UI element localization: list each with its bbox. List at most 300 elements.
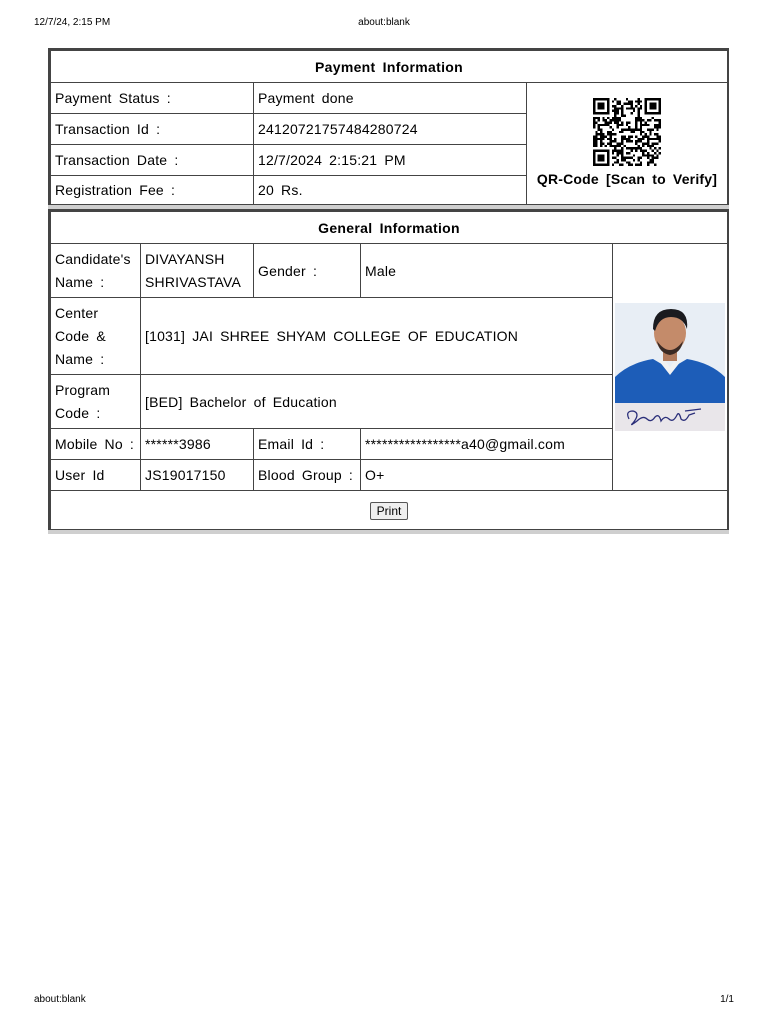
qr-module <box>602 136 604 138</box>
qr-module <box>649 138 651 140</box>
qr-finder-module <box>645 103 647 105</box>
qr-finder-module <box>593 105 595 107</box>
qr-finder-module <box>593 150 595 152</box>
qr-finder-module <box>595 164 597 166</box>
qr-finder-module <box>607 159 609 161</box>
qr-finder-module <box>593 154 595 156</box>
qr-module <box>640 138 642 140</box>
qr-module <box>593 138 595 140</box>
qr-finder-module <box>607 112 609 114</box>
qr-finder-module <box>598 150 600 152</box>
qr-module <box>612 133 614 135</box>
qr-finder-module <box>649 112 651 114</box>
user-id-label: User Id <box>51 460 141 491</box>
qr-module <box>656 119 658 121</box>
qr-module <box>621 128 623 130</box>
qr-module <box>616 112 618 114</box>
candidate-name-value: DIVAYANSH SHRIVASTAVA <box>141 244 254 298</box>
qr-module <box>621 152 623 154</box>
qr-module <box>593 145 595 147</box>
qr-finder-module <box>659 107 661 109</box>
qr-module <box>619 143 621 145</box>
qr-module <box>626 103 628 105</box>
qr-module <box>638 117 640 119</box>
qr-module <box>647 157 649 159</box>
qr-finder-module <box>602 105 604 107</box>
qr-module <box>649 128 651 130</box>
qr-module <box>652 128 654 130</box>
qr-finder-module <box>598 103 600 105</box>
qr-finder-module <box>595 150 597 152</box>
qr-module <box>609 131 611 133</box>
qr-module <box>654 157 656 159</box>
qr-module <box>635 105 637 107</box>
qr-module <box>647 152 649 154</box>
qr-finder-module <box>598 157 600 159</box>
qr-module <box>635 126 637 128</box>
qr-module <box>635 136 637 138</box>
qr-module <box>595 145 597 147</box>
qr-module <box>631 147 633 149</box>
qr-finder-module <box>593 159 595 161</box>
qr-finder-module <box>645 105 647 107</box>
qr-module <box>607 124 609 126</box>
qr-module <box>621 150 623 152</box>
qr-module <box>614 105 616 107</box>
registration-fee-label: Registration Fee : <box>51 176 254 205</box>
footer-url: about:blank <box>34 994 86 1005</box>
transaction-id-label: Transaction Id : <box>51 114 254 145</box>
qr-finder-module <box>607 164 609 166</box>
qr-module <box>631 128 633 130</box>
qr-module <box>626 138 628 140</box>
qr-module <box>609 119 611 121</box>
qr-finder-module <box>654 105 656 107</box>
qr-module <box>616 119 618 121</box>
qr-module <box>631 150 633 152</box>
qr-module <box>619 103 621 105</box>
qr-finder-module <box>652 103 654 105</box>
qr-module <box>640 126 642 128</box>
qr-module <box>647 145 649 147</box>
qr-module <box>616 126 618 128</box>
qr-module <box>593 117 595 119</box>
qr-module <box>623 145 625 147</box>
qr-module <box>593 119 595 121</box>
qr-module <box>621 164 623 166</box>
qr-module <box>609 133 611 135</box>
qr-finder-module <box>602 150 604 152</box>
qr-finder-module <box>607 152 609 154</box>
qr-module <box>638 164 640 166</box>
qr-module <box>654 124 656 126</box>
qr-module <box>593 126 595 128</box>
qr-finder-module <box>652 105 654 107</box>
qr-module <box>633 131 635 133</box>
qr-finder-module <box>652 112 654 114</box>
qr-module <box>628 138 630 140</box>
qr-module <box>647 119 649 121</box>
qr-module <box>628 121 630 123</box>
qr-module <box>635 150 637 152</box>
mobile-value: ******3986 <box>141 429 254 460</box>
qr-module <box>647 138 649 140</box>
qr-module <box>621 105 623 107</box>
qr-module <box>633 110 635 112</box>
qr-module <box>628 128 630 130</box>
qr-module <box>652 145 654 147</box>
qr-module <box>628 161 630 163</box>
qr-finder-module <box>600 159 602 161</box>
browser-print-header <box>0 17 768 31</box>
qr-module <box>612 119 614 121</box>
qr-module <box>612 105 614 107</box>
qr-module <box>614 138 616 140</box>
qr-module <box>642 154 644 156</box>
qr-module <box>600 143 602 145</box>
qr-finder-module <box>645 112 647 114</box>
qr-module <box>656 138 658 140</box>
qr-module <box>595 121 597 123</box>
candidate-name-label: Candidate's Name : <box>51 244 141 298</box>
qr-module <box>659 121 661 123</box>
qr-module <box>607 131 609 133</box>
qr-module <box>616 159 618 161</box>
qr-module <box>631 140 633 142</box>
qr-module <box>638 100 640 102</box>
qr-module <box>647 164 649 166</box>
qr-module <box>631 107 633 109</box>
qr-module <box>621 147 623 149</box>
qr-finder-module <box>593 98 595 100</box>
qr-module <box>609 143 611 145</box>
qr-module <box>640 161 642 163</box>
qr-module <box>656 136 658 138</box>
qr-module <box>621 154 623 156</box>
program-label: Program Code : <box>51 375 141 429</box>
qr-finder-module <box>593 152 595 154</box>
qr-module <box>619 145 621 147</box>
qr-module <box>602 119 604 121</box>
candidate-photo <box>615 303 725 403</box>
qr-module <box>640 147 642 149</box>
qr-module <box>652 161 654 163</box>
qr-module <box>652 138 654 140</box>
qr-module <box>616 143 618 145</box>
qr-module <box>640 121 642 123</box>
qr-finder-module <box>600 107 602 109</box>
qr-finder-module <box>593 103 595 105</box>
qr-module <box>631 100 633 102</box>
qr-module <box>654 152 656 154</box>
qr-finder-module <box>607 157 609 159</box>
qr-module <box>621 136 623 138</box>
print-datetime: 12/7/24, 2:15 PM <box>34 17 111 28</box>
qr-module <box>638 159 640 161</box>
qr-finder-module <box>600 112 602 114</box>
mobile-label: Mobile No : <box>51 429 141 460</box>
qr-module <box>616 150 618 152</box>
qr-finder-module <box>607 150 609 152</box>
qr-module <box>628 140 630 142</box>
qr-finder-module <box>605 112 607 114</box>
qr-module <box>633 154 635 156</box>
transaction-date-label: Transaction Date : <box>51 145 254 176</box>
blood-group-value: O+ <box>361 460 613 491</box>
qr-finder-module <box>602 154 604 156</box>
qr-module <box>602 117 604 119</box>
qr-module <box>645 124 647 126</box>
qr-module <box>640 157 642 159</box>
qr-finder-module <box>645 98 647 100</box>
qr-module <box>628 107 630 109</box>
qr-module <box>621 107 623 109</box>
qr-module <box>640 117 642 119</box>
general-info-panel <box>48 209 729 531</box>
qr-module <box>626 152 628 154</box>
qr-module <box>640 105 642 107</box>
qr-module <box>616 121 618 123</box>
qr-module <box>609 126 611 128</box>
qr-code-image <box>591 98 663 166</box>
qr-finder-module <box>600 105 602 107</box>
qr-module <box>649 154 651 156</box>
qr-module <box>640 164 642 166</box>
qr-finder-module <box>647 98 649 100</box>
qr-module <box>623 136 625 138</box>
panel-bottom-bar <box>48 530 729 534</box>
qr-module <box>595 133 597 135</box>
qr-module <box>631 131 633 133</box>
qr-module <box>621 157 623 159</box>
qr-module <box>605 121 607 123</box>
qr-module <box>598 124 600 126</box>
qr-module <box>633 128 635 130</box>
gender-label: Gender : <box>254 244 361 298</box>
qr-module <box>614 117 616 119</box>
qr-module <box>616 117 618 119</box>
qr-module <box>626 147 628 149</box>
qr-module <box>626 161 628 163</box>
qr-module <box>626 107 628 109</box>
qr-module <box>652 157 654 159</box>
qr-module <box>640 131 642 133</box>
transaction-id-value: 24120721757484280724 <box>254 114 527 145</box>
qr-finder-module <box>656 98 658 100</box>
qr-finder-module <box>654 107 656 109</box>
qr-module <box>635 117 637 119</box>
qr-finder-module <box>659 112 661 114</box>
qr-module <box>659 126 661 128</box>
qr-module <box>647 143 649 145</box>
qr-module <box>649 131 651 133</box>
qr-module <box>619 124 621 126</box>
qr-module <box>652 143 654 145</box>
transaction-date-value: 12/7/2024 2:15:21 PM <box>254 145 527 176</box>
qr-module <box>659 147 661 149</box>
user-id-value: JS19017150 <box>141 460 254 491</box>
qr-module <box>605 145 607 147</box>
footer-page-number: 1/1 <box>720 994 734 1005</box>
qr-module <box>628 152 630 154</box>
qr-finder-module <box>602 107 604 109</box>
qr-module <box>598 128 600 130</box>
qr-module <box>595 140 597 142</box>
qr-module <box>645 154 647 156</box>
print-button[interactable]: Print <box>370 502 409 520</box>
qr-finder-module <box>602 103 604 105</box>
qr-module <box>638 145 640 147</box>
qr-finder-module <box>598 164 600 166</box>
qr-module <box>645 143 647 145</box>
qr-module <box>609 121 611 123</box>
qr-module <box>638 98 640 100</box>
qr-module <box>600 136 602 138</box>
qr-module <box>647 161 649 163</box>
qr-module <box>595 131 597 133</box>
qr-code-caption: QR-Code [Scan to Verify] <box>536 171 718 187</box>
qr-module <box>616 110 618 112</box>
browser-print-footer <box>0 994 768 1008</box>
qr-module <box>602 138 604 140</box>
qr-module <box>654 119 656 121</box>
qr-module <box>607 117 609 119</box>
center-value: [1031] JAI SHREE SHYAM COLLEGE OF EDUCATION <box>141 298 613 375</box>
qr-finder-module <box>593 164 595 166</box>
qr-module <box>621 121 623 123</box>
email-value: *****************a40@gmail.com <box>361 429 613 460</box>
qr-module <box>628 100 630 102</box>
print-url: about:blank <box>358 17 410 28</box>
qr-module <box>614 147 616 149</box>
qr-module <box>593 143 595 145</box>
qr-module <box>607 143 609 145</box>
qr-finder-module <box>593 100 595 102</box>
qr-module <box>595 136 597 138</box>
qr-module <box>612 117 614 119</box>
qr-module <box>600 138 602 140</box>
qr-module <box>600 131 602 133</box>
qr-module <box>642 145 644 147</box>
qr-finder-module <box>607 103 609 105</box>
qr-module <box>602 133 604 135</box>
qr-module <box>631 157 633 159</box>
qr-module <box>638 107 640 109</box>
qr-module <box>647 124 649 126</box>
qr-code-cell <box>527 83 728 205</box>
payment-status-label: Payment Status : <box>51 83 254 114</box>
qr-module <box>626 128 628 130</box>
qr-module <box>649 147 651 149</box>
qr-module <box>616 103 618 105</box>
qr-finder-module <box>645 100 647 102</box>
qr-module <box>614 121 616 123</box>
qr-module <box>602 143 604 145</box>
qr-module <box>598 133 600 135</box>
qr-module <box>638 138 640 140</box>
qr-module <box>607 138 609 140</box>
qr-module <box>656 150 658 152</box>
qr-module <box>612 150 614 152</box>
qr-module <box>598 138 600 140</box>
qr-module <box>619 100 621 102</box>
qr-module <box>642 150 644 152</box>
qr-module <box>628 103 630 105</box>
qr-module <box>623 159 625 161</box>
qr-module <box>621 138 623 140</box>
qr-module <box>638 140 640 142</box>
qr-module <box>659 124 661 126</box>
qr-module <box>609 140 611 142</box>
qr-module <box>642 143 644 145</box>
qr-module <box>609 136 611 138</box>
qr-module <box>635 100 637 102</box>
qr-module <box>607 121 609 123</box>
qr-finder-module <box>652 98 654 100</box>
qr-finder-module <box>605 164 607 166</box>
qr-finder-module <box>659 100 661 102</box>
qr-finder-module <box>649 107 651 109</box>
qr-module <box>623 128 625 130</box>
qr-finder-module <box>602 159 604 161</box>
qr-module <box>640 133 642 135</box>
qr-finder-module <box>600 164 602 166</box>
qr-module <box>614 157 616 159</box>
qr-finder-module <box>600 103 602 105</box>
qr-module <box>635 143 637 145</box>
qr-module <box>642 124 644 126</box>
payment-info-panel <box>48 48 729 206</box>
center-label: Center Code & Name : <box>51 298 141 375</box>
qr-finder-module <box>602 164 604 166</box>
qr-module <box>619 117 621 119</box>
qr-finder-module <box>600 157 602 159</box>
qr-module <box>635 124 637 126</box>
qr-module <box>621 114 623 116</box>
qr-finder-module <box>602 112 604 114</box>
qr-module <box>656 157 658 159</box>
qr-finder-module <box>649 98 651 100</box>
qr-module <box>612 100 614 102</box>
qr-module <box>656 143 658 145</box>
qr-module <box>638 128 640 130</box>
qr-module <box>649 161 651 163</box>
qr-module <box>595 143 597 145</box>
qr-module <box>642 119 644 121</box>
qr-module <box>619 119 621 121</box>
qr-module <box>649 133 651 135</box>
qr-module <box>595 117 597 119</box>
qr-module <box>642 131 644 133</box>
qr-module <box>614 150 616 152</box>
qr-finder-module <box>652 107 654 109</box>
qr-module <box>642 152 644 154</box>
qr-module <box>638 147 640 149</box>
qr-module <box>621 110 623 112</box>
qr-module <box>645 121 647 123</box>
qr-module <box>593 140 595 142</box>
qr-finder-module <box>649 105 651 107</box>
qr-module <box>621 159 623 161</box>
qr-module <box>628 147 630 149</box>
qr-finder-module <box>593 161 595 163</box>
qr-module <box>612 157 614 159</box>
qr-module <box>635 164 637 166</box>
qr-finder-module <box>605 150 607 152</box>
qr-finder-module <box>595 98 597 100</box>
qr-module <box>614 112 616 114</box>
qr-module <box>621 131 623 133</box>
